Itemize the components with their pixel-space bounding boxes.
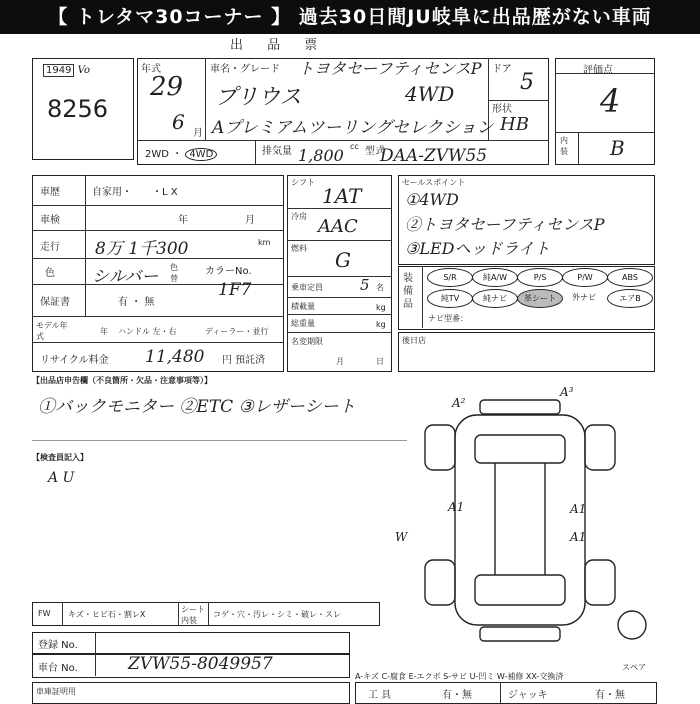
lot-number: 8256 [47,95,109,123]
inspection-year: 年 [178,215,188,226]
reg-day: 日 [376,357,384,366]
recycle-unit: 円 預託済 [222,355,266,366]
remarks-box [398,332,655,372]
int-value: B [610,136,625,160]
damage-w: W [395,530,408,544]
inspection-month: 月 [245,215,255,226]
mileage-unit: km [258,238,271,247]
score-value: 4 [600,82,621,120]
lot-tag2: Vo [77,65,90,76]
handle-options: ハンドル 左・右 [118,327,177,336]
navi-model-label: ナビ型番： [428,314,468,323]
weight-unit: kg [376,320,386,329]
equip-aw: 純A/W [472,268,518,287]
load-label: 積載量 [291,302,315,311]
car-diagram [400,385,670,655]
reg-no-label: 登録 No. [38,640,78,651]
weight-label: 総重量 [291,319,315,328]
4wd-circled: 4WD [185,148,217,161]
warranty-label: 保証書 [40,297,70,308]
cert-label: 車庫証明用 [36,687,76,696]
lot-box [32,58,134,160]
damage-legend: A-キズ C-腐食 E-エクボ S-サビ U-凹ミ W-補修 XX-交換済 [355,672,564,681]
seat-label: シート内装 [181,605,205,625]
equip-abs: ABS [607,268,653,287]
fw-label: FW [38,609,51,618]
inspection-label: 車検 [40,215,60,226]
ac-label: 冷房 [291,212,307,221]
model-year-unit: 年 [100,327,108,336]
history-label: 車歴 [40,187,60,198]
name-label: 車名・グレード [210,64,280,75]
header-title: 出 品 票 [230,38,328,53]
color-label: 色 [45,268,55,279]
fw-text: キズ・ヒビ石・割レX [68,610,146,619]
equip-label: 装備品 [403,273,413,310]
damage-a1-right2: A1 [570,530,587,544]
month-value: 6 [172,110,185,134]
month-unit: 月 [193,128,203,139]
jack-label: ジャッキ [508,690,548,701]
tools-options: 有・無 [442,690,472,701]
spare-label: スペア [622,663,646,672]
seller-notes-label: 【出品店申告欄（不良箇所・欠品・注意事項等）】 [32,376,212,385]
damage-a1-left: A1 [448,500,465,514]
color-change-label: 色替 [170,263,178,283]
drive-value: 4WD [405,82,455,106]
dealer-options: ディーラー・並行 [205,327,269,336]
equip-leather: 革シート [517,289,563,308]
score-label: 評価点 [583,65,613,76]
fuel-value: G [335,248,351,272]
chassis-label: 車台 No. [38,663,78,674]
fuel-label: 燃料 [291,244,307,253]
cert-row [32,682,350,704]
tools-label: 工 具 [368,690,392,701]
color-no-label: カラーNo. [205,266,252,277]
equip-navi: 純ナビ [472,289,518,308]
seat-text: コゲ・穴・汚レ・シミ・破レ・スレ [213,610,341,619]
damage-a2: A² [452,396,466,410]
shift-label: シフト [291,178,315,187]
sales-point-1: ①4WD [405,190,459,209]
warranty-options: 有 ・ 無 [118,297,155,308]
2wd: 2WD [145,149,169,160]
shift-value: 1AT [322,184,362,208]
door-label: ドア [492,64,512,75]
damage-a1-right: A1 [570,502,587,516]
capacity-value: 5 [360,276,370,294]
color-value: シルバー [92,267,159,287]
reg-row [32,632,350,654]
mileage-value: 8万 1千300 [95,239,189,259]
recycle-value: 11,480 [145,347,205,367]
equip-tv: 純TV [427,289,473,308]
seller-notes-text: ①バックモニター ②ETC ③レザーシート [38,397,356,417]
equip-airbag: エアB [607,289,653,308]
chassis-value: ZVW55-8049957 [128,654,273,674]
reg-label: 名変期限 [291,337,323,346]
type-value: DAA-ZVW55 [380,146,488,166]
inspector-text: A U [48,470,75,486]
int-label: 内装 [560,136,568,156]
disp-unit: cc [350,142,359,151]
mileage-label: 走行 [40,242,60,253]
equip-ps: P/S [517,268,563,287]
banner: 【 トレタマ30コーナー 】 過去30日間JU岐阜に出品歴がない車両 [0,0,700,34]
sales-label: セールスポイント [402,178,466,187]
sales-point-3: ③LEDヘッドライト [405,239,550,258]
damage-a3: A³ [560,385,574,399]
capacity-unit: 名 [376,283,384,292]
model-year-label: モデル年式 [36,321,68,341]
remarks-label: 後日店 [402,336,426,345]
reg-month: 月 [336,357,344,366]
equip-pw: P/W [562,268,608,287]
recycle-label: リサイクル料金 [40,355,109,366]
door-value: 5 [520,70,534,95]
load-unit: kg [376,303,386,312]
grade-value: Aプレミアムツーリングセレクション [212,118,494,138]
year-label: 年式 [141,64,161,75]
jack-options: 有・無 [595,690,625,701]
history-options: 自家用・ ・L X [92,187,178,198]
capacity-label: 乗車定員 [291,283,323,292]
color-no-value: 1F7 [218,280,252,300]
ac-value: AAC [318,216,358,237]
lot-tag: 1949 [43,64,74,77]
drive-options: 2WD ・ 4WD [145,145,217,160]
shape-value: HB [500,114,529,135]
sales-point-2: ②トヨタセーフティセンスP [405,215,605,234]
type-label: 型式 [365,146,385,157]
equip-ext-navi: 外ナビ [572,293,596,302]
disp-label: 排気量 [262,146,292,157]
model-name: プリウス [215,85,302,110]
safety-text: トヨタセーフティセンスP [298,59,482,78]
year-value: 29 [150,72,184,102]
disp-value: 1,800 [298,146,344,165]
shape-label: 形状 [492,104,512,115]
inspector-label: 【検査員記入】 [32,453,88,462]
equip-sr: S/R [427,268,473,287]
